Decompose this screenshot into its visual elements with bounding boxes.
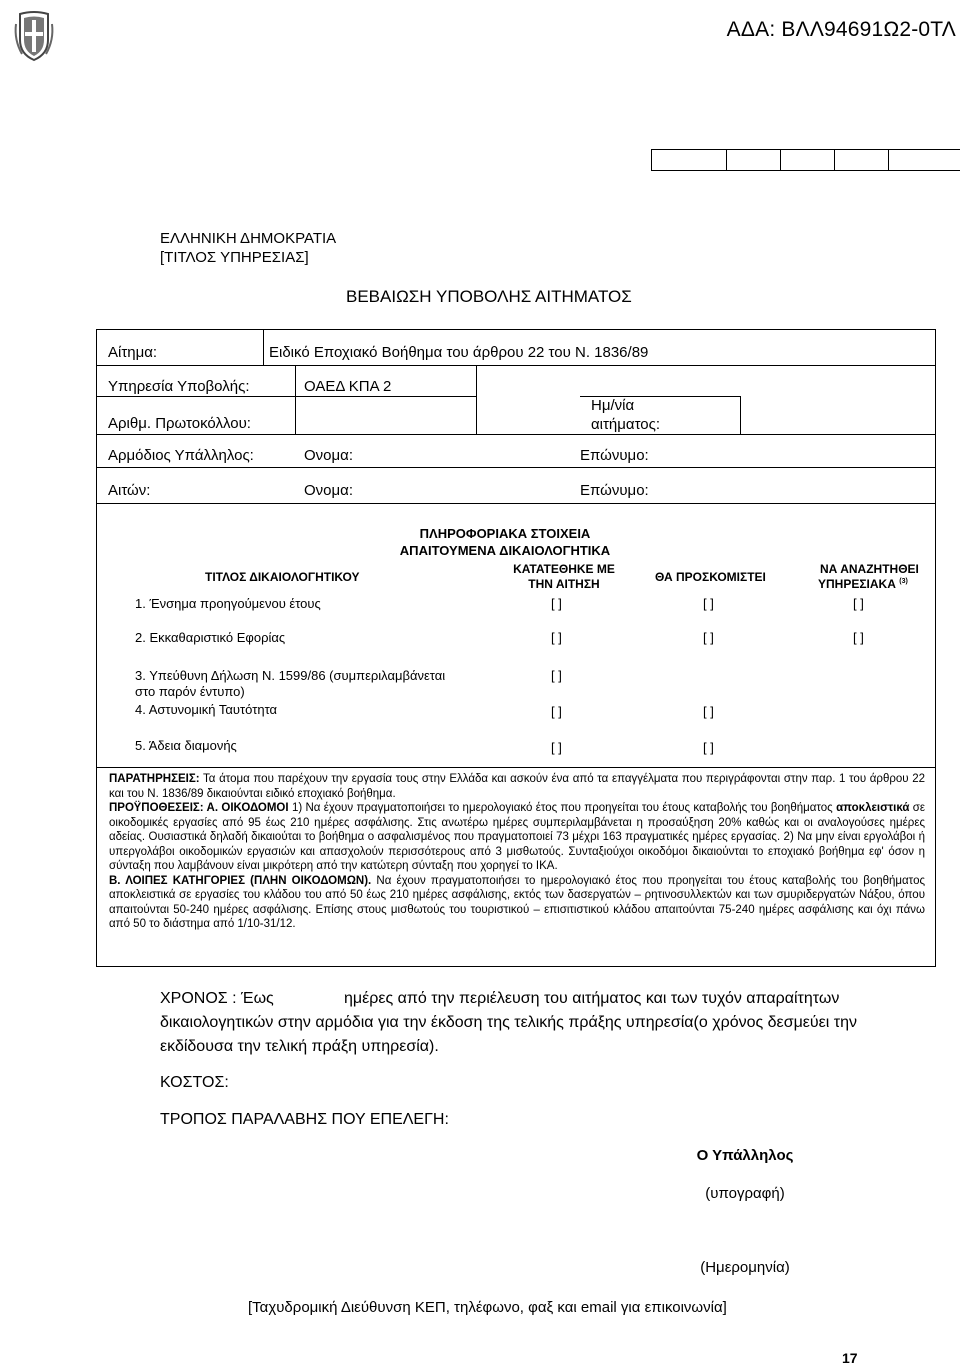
service-value: ΟΑΕΔ ΚΠΑ 2: [304, 378, 392, 395]
date-label-line1: Ημ/νία: [591, 397, 635, 414]
applicant-label: Αιτών:: [108, 482, 151, 499]
date-label-line2: αιτήματος:: [591, 416, 661, 433]
notes-section: [96, 767, 936, 967]
receipt-method-label: ΤΡΟΠΟΣ ΠΑΡΑΛΑΒΗΣ ΠΟΥ ΕΠΕΛΕΓΗ:: [160, 1111, 449, 1128]
officer-name-label: Ονομα:: [304, 447, 353, 464]
protocol-label: Αριθμ. Πρωτοκόλλου:: [108, 415, 251, 432]
applicant-surname-label: Επώνυμο:: [580, 482, 649, 499]
doc-row-4-submitted-checkbox[interactable]: [ ]: [551, 704, 562, 719]
time-text-1: ημέρες από την περιέλευση του αιτήματος και των τυχόν απαραίτητων: [344, 990, 840, 1007]
date-signature-label: (Ημερομηνία): [700, 1259, 790, 1276]
service-title: [ΤΙΤΛΟΣ ΥΠΗΡΕΣΙΑΣ]: [160, 249, 309, 266]
time-text-3: εκδίδουσα την τελική πράξη υπηρεσία).: [160, 1038, 439, 1055]
col-bring: ΘΑ ΠΡΟΣΚΟΜΙΣΤΕΙ: [655, 570, 766, 584]
cost-label: ΚΟΣΤΟΣ:: [160, 1074, 229, 1091]
doc-row-2-submitted-checkbox[interactable]: [ ]: [551, 630, 562, 645]
doc-row-3-submitted-checkbox[interactable]: [ ]: [551, 668, 562, 683]
doc-row-3-label-cont: στο παρόν έντυπο): [135, 684, 245, 699]
col-search-2: ΥΠΗΡΕΣΙΑΚΑ $^{(3)}$: [818, 577, 908, 591]
officer-label: Αρμόδιος Υπάλληλος:: [108, 447, 254, 464]
doc-row-4-bring-checkbox[interactable]: [ ]: [703, 704, 714, 719]
page-title: ΒΕΒΑΙΩΣΗ ΥΠΟΒΟΛΗΣ ΑΙΤΗΜΑΤΟΣ: [346, 287, 632, 306]
col-submitted-1: ΚΑΤΑΤΕΘΗΚΕ ΜΕ: [513, 562, 615, 576]
doc-row-2-bring-checkbox[interactable]: [ ]: [703, 630, 714, 645]
service-label: Υπηρεσία Υποβολής:: [108, 378, 250, 395]
officer-signature-title: Ο Υπάλληλος: [696, 1147, 794, 1164]
col-submitted-2: ΤΗΝ ΑΙΤΗΣΗ: [528, 577, 600, 591]
other-categories-paragraph: Β. ΛΟΙΠΕΣ ΚΑΤΗΓΟΡΙΕΣ (ΠΛΗΝ ΟΙΚΟΔΟΜΩΝ). Να έχουν πραγματοποιήσει το ημερολογιακό έτος που προηγείται του έτους καταβολής του βοηθήματος αποκλειστικά σε εργασίες του κλάδου του από 50 έως 210 ημέρες ασφάλισης, εκτός των δασεργατών – ρητινοσυλλεκτών και των σμυριδεργατών Νάξου, όπου απαιτούνται 50-240 ημέρες ασφάλισης. Επίσης στους μισθωτούς του τουριστικού – επισιτιστικού κλάδου απαιτούνται 75-240 ημέρες ασφάλισης και όχι πάνω από 50 το διάστημα από 1/10-31/12.: [109, 874, 926, 930]
officer-surname-label: Επώνυμο:: [580, 447, 649, 464]
docs-heading-2: ΑΠΑΙΤΟΥΜΕΝΑ ΔΙΚΑΙΟΛΟΓΗΤΙΚΑ: [399, 543, 611, 558]
time-label: ΧΡΟΝΟΣ : Έως: [160, 990, 274, 1007]
doc-row-1-search-checkbox[interactable]: [ ]: [853, 596, 864, 611]
greek-coat-of-arms-icon: [12, 10, 56, 64]
request-value: Ειδικό Εποχιακό Βοήθημα του άρθρου 22 του Ν. 1836/89: [269, 344, 649, 361]
doc-row-5-submitted-checkbox[interactable]: [ ]: [551, 740, 562, 755]
org-name: ΕΛΛΗΝΙΚΗ ΔΗΜΟΚΡΑΤΙΑ: [160, 230, 337, 247]
doc-row-4-label: 4. Αστυνομική Ταυτότητα: [135, 702, 278, 717]
remarks-paragraph: ΠΑΡΑΤΗΡΗΣΕΙΣ: Τα άτομα που παρέχουν την εργασία τους στην Ελλάδα και ασκούν ένα από τα επαγγέλματα που περιγράφονται στην παρ. 1 του άρθρου 22 και του Ν. 1836/89 δικαιούνται ειδικό εποχιακό βοήθημα.: [109, 773, 925, 800]
doc-row-5-bring-checkbox[interactable]: [ ]: [703, 740, 714, 755]
doc-row-1-label: 1. Ένσημα προηγούμενου έτους: [135, 596, 321, 611]
col-title: ΤΙΤΛΟΣ ΔΙΚΑΙΟΛΟΓΗΤΙΚΟΥ: [205, 570, 360, 584]
signature-label: (υπογραφή): [705, 1185, 785, 1202]
prerequisites-paragraph: ΠΡΟΫΠΟΘΕΣΕΙΣ: Α. ΟΙΚΟΔΟΜΟΙ 1) Να έχουν πραγματοποιήσει το ημερολογιακό έτος που προηγείται του έτους καταβολής του βοηθήματος αποκλειστικά σε οικοδομικές εργασίες από 95 έως 210 ημέρες ασφάλισης. Στις ανωτέρω ημέρες συμπεριλαμβάνεται η προσαύξηση 20% καθώς και οι αναλογούσες ημέρες αδείας. Ουσιαστικά δηλαδή δικαιούται το βοήθημα ο ασφαλισμένος που πραγματοποιεί 73 μέχρι 163 πραγματικές ημέρες εργασίας. 2) Να μην είναι εργολάβοι ή υπεργολάβοι οικοδομικών εργασιών και απασχολούν περισσότερους από 3 μισθωτούς. Συνταξιούχοι οικοδόμοι δικαιούνται το εποχιακό βοήθημα εφ' όσον η σύνταξη που λαμβάνουν είναι μικρότερη από την κατώτερη σύνταξη που χορηγεί το ΙΚΑ.: [109, 802, 926, 872]
col-search-1: ΝΑ ΑΝΑΖΗΤΗΘΕΙ: [820, 562, 919, 576]
doc-row-5-label: 5. Άδεια διαμονής: [135, 738, 237, 753]
time-text-2: δικαιολογητικών στην αρμόδια για την έκδοση της τελικής πράξης υπηρεσία(ο χρόνος δεσμεύει την: [160, 1014, 858, 1031]
kep-contact-info: [Ταχυδρομική Διεύθυνση ΚΕΠ, τηλέφωνο, φαξ και email για επικοινωνία]: [248, 1299, 727, 1316]
doc-row-3-label: 3. Υπεύθυνη Δήλωση Ν. 1599/86 (συμπεριλαμβάνεται: [135, 668, 446, 683]
doc-row-2-search-checkbox[interactable]: [ ]: [853, 630, 864, 645]
doc-row-1-bring-checkbox[interactable]: [ ]: [703, 596, 714, 611]
doc-row-1-submitted-checkbox[interactable]: [ ]: [551, 596, 562, 611]
doc-row-2-label: 2. Εκκαθαριστικό Εφορίας: [135, 630, 286, 645]
ada-code: ΑΔΑ: ΒΛΛ94691Ω2-0ΤΛ: [726, 18, 956, 41]
docs-heading-1: ΠΛΗΡΟΦΟΡΙΑΚΑ ΣΤΟΙΧΕΙΑ: [419, 526, 591, 541]
page-number: 17: [842, 1350, 858, 1366]
applicant-name-label: Ονομα:: [304, 482, 353, 499]
request-label: Αίτημα:: [108, 344, 158, 361]
protocol-number-boxes: [651, 149, 960, 171]
